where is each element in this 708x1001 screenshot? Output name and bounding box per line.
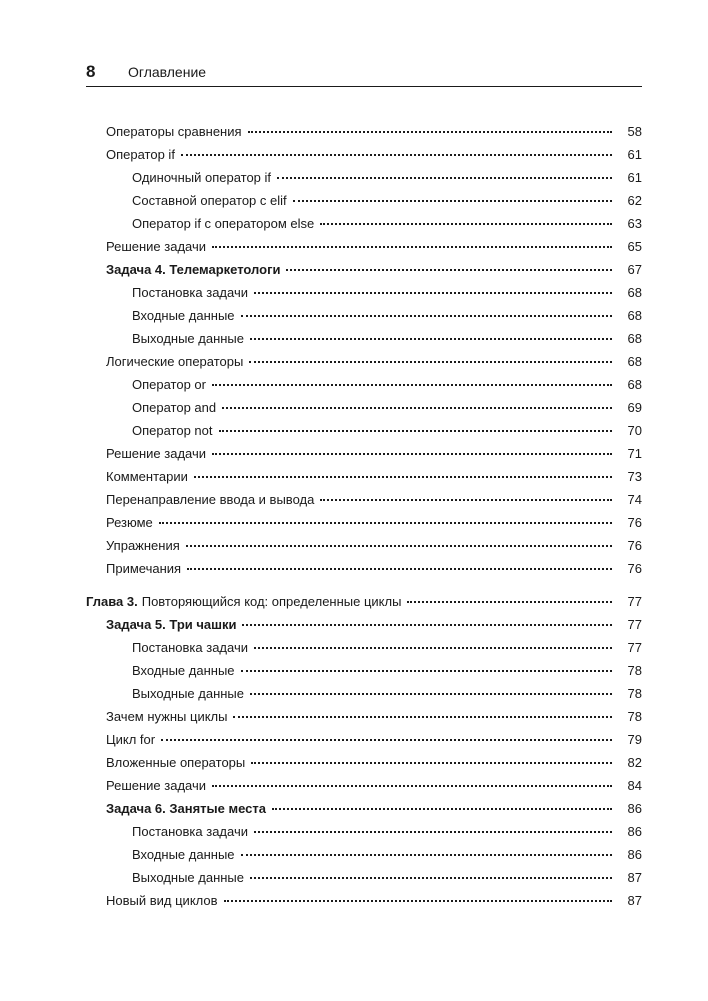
toc-entry-text: Оператор if [106,147,175,162]
toc-entry [86,442,642,465]
page-number: 8 [86,62,96,81]
toc-entry-title [106,557,181,580]
toc-entry-text: Постановка задачи [132,640,248,655]
dot-leader [286,269,612,271]
toc-entry-title [132,396,216,419]
toc-entry-text: Одиночный оператор if [132,170,272,185]
dot-leader [250,693,612,695]
dot-leader [212,453,612,455]
header-rule [86,86,642,87]
dot-leader [241,854,612,856]
toc-entry [86,659,642,682]
toc-entry-title [132,189,287,212]
toc-entry-page: 76 [627,538,642,553]
toc-entry-page: 77 [627,594,642,609]
dot-leader [242,624,612,626]
toc-entry-title [132,327,244,350]
toc-group [86,120,642,580]
toc-entry-page: 68 [627,308,642,323]
toc-entry-page: 86 [627,847,642,862]
toc-entry [86,327,642,350]
toc-entry-title [106,797,266,820]
dot-leader [250,338,612,340]
toc-entry [86,396,642,419]
toc-entry-page: 68 [627,377,642,392]
toc-entry [86,557,642,580]
toc-entry [86,751,642,774]
dot-leader [272,808,612,810]
toc-entry-text: Перенаправление ввода и вывода [106,492,315,507]
toc-entry-text: Упражнения [106,538,180,553]
dot-leader [233,716,612,718]
toc-entry-page: 68 [627,354,642,369]
toc-entry-text: Решение задачи [106,446,207,461]
toc-entry-text: Оператор and [132,400,217,415]
dot-leader [212,246,612,248]
toc-entry-page: 63 [627,216,642,231]
dot-leader [254,647,612,649]
toc-entry-title [106,751,245,774]
toc-entry-title [106,534,180,557]
toc-entry [86,258,642,281]
toc-entry [86,705,642,728]
toc-entry-text: Оператор if с оператором else [132,216,315,231]
toc-entry-title [132,212,314,235]
toc-entry-page: 82 [627,755,642,770]
toc-entry-title [132,166,271,189]
toc-entry [86,534,642,557]
toc-entry-page: 67 [627,262,642,277]
toc-entry-text: Решение задачи [106,239,207,254]
toc-group [86,590,642,912]
dot-leader [224,900,612,902]
toc-entry-text: Выходные данные [132,870,245,885]
toc-entry-page: 65 [627,239,642,254]
toc-entry [86,281,642,304]
dot-leader [320,499,612,501]
toc-entry-title [106,511,153,534]
toc-entry-page: 78 [627,709,642,724]
toc-entry-page: 73 [627,469,642,484]
toc-entry [86,682,642,705]
dot-leader [251,762,612,764]
dot-leader [254,292,612,294]
toc-entry [86,143,642,166]
toc-entry-title [106,143,175,166]
toc-entry-page: 68 [627,331,642,346]
toc-entry [86,820,642,843]
running-title: Оглавление [128,64,207,80]
dot-leader [241,315,612,317]
dot-leader [194,476,612,478]
toc-entry-text: Выходные данные [132,686,245,701]
toc-entry-page: 87 [627,893,642,908]
toc-entry [86,235,642,258]
toc-entry-title [106,120,242,143]
table-of-contents [86,120,642,912]
toc-entry [86,373,642,396]
toc-entry-title [106,465,188,488]
toc-entry [86,189,642,212]
toc-entry-page: 70 [627,423,642,438]
toc-entry-text: Задача 4. Телемаркетологи [106,262,281,277]
toc-entry-page: 71 [627,446,642,461]
toc-entry [86,166,642,189]
toc-entry-title [106,488,314,511]
toc-entry [86,728,642,751]
dot-leader [241,670,612,672]
toc-entry-title [106,235,206,258]
toc-entry-text: Цикл for [106,732,156,747]
toc-entry-title [132,281,248,304]
toc-entry [86,590,642,613]
toc-entry-text: Повторяющийся код: определенные циклы [141,594,402,609]
page-header [86,60,642,86]
toc-entry-text: Оператор or [132,377,206,392]
toc-entry [86,465,642,488]
toc-entry [86,212,642,235]
toc-entry [86,304,642,327]
toc-entry-text: Зачем нужны циклы [106,709,228,724]
toc-entry [86,866,642,889]
toc-entry-title [132,682,244,705]
toc-entry-title [106,728,155,751]
toc-entry-text: Входные данные [132,663,235,678]
toc-entry [86,350,642,373]
toc-entry-text: Вложенные операторы [106,755,246,770]
toc-entry-page: 87 [627,870,642,885]
toc-entry-title [106,350,243,373]
toc-entry-page: 76 [627,561,642,576]
toc-entry-text: Операторы сравнения [106,124,242,139]
toc-entry [86,636,642,659]
toc-entry-title [106,889,218,912]
toc-entry [86,120,642,143]
dot-leader [277,177,612,179]
toc-entry-text: Решение задачи [106,778,207,793]
toc-entry-page: 84 [627,778,642,793]
toc-entry-page: 68 [627,285,642,300]
toc-entry-text: Резюме [106,515,153,530]
toc-entry-page: 77 [627,617,642,632]
toc-entry-page: 61 [627,170,642,185]
dot-leader [222,407,612,409]
toc-entry-title [132,843,235,866]
toc-entry-page: 86 [627,801,642,816]
toc-entry-text: Выходные данные [132,331,245,346]
chapter-label: Глава 3. [86,594,138,609]
toc-entry-title [132,636,248,659]
toc-entry-text: Постановка задачи [132,285,248,300]
dot-leader [254,831,612,833]
toc-entry-text: Комментарии [106,469,188,484]
toc-entry-title [106,258,280,281]
toc-entry-page: 78 [627,663,642,678]
toc-entry-text: Примечания [106,561,182,576]
toc-entry-page: 61 [627,147,642,162]
toc-entry [86,419,642,442]
dot-leader [219,430,612,432]
toc-entry-title [132,373,206,396]
toc-entry-text: Оператор not [132,423,213,438]
toc-entry-text: Входные данные [132,308,235,323]
dot-leader [186,545,612,547]
toc-entry [86,488,642,511]
dot-leader [181,154,612,156]
dot-leader [212,785,612,787]
dot-leader [320,223,612,225]
dot-leader [212,384,612,386]
dot-leader [161,739,612,741]
toc-entry-title [106,705,227,728]
toc-entry [86,797,642,820]
toc-entry-page: 79 [627,732,642,747]
toc-entry-page: 78 [627,686,642,701]
dot-leader [407,601,612,603]
toc-entry-text: Задача 6. Занятые места [106,801,266,816]
toc-entry-title [106,613,236,636]
toc-entry-title [132,419,213,442]
dot-leader [250,877,612,879]
dot-leader [248,131,612,133]
dot-leader [187,568,612,570]
toc-entry-title [86,590,401,613]
toc-entry-page: 74 [627,492,642,507]
toc-entry [86,511,642,534]
dot-leader [159,522,612,524]
toc-entry-text: Входные данные [132,847,235,862]
toc-entry-page: 86 [627,824,642,839]
toc-entry-title [132,304,235,327]
toc-entry-title [132,820,248,843]
toc-entry-page: 69 [627,400,642,415]
toc-entry-text: Логические операторы [106,354,244,369]
toc-entry [86,843,642,866]
toc-entry-title [132,866,244,889]
dot-leader [293,200,612,202]
toc-entry-title [106,774,206,797]
toc-entry [86,774,642,797]
toc-entry-page: 76 [627,515,642,530]
dot-leader [249,361,612,363]
toc-entry-page: 62 [627,193,642,208]
toc-entry-page: 77 [627,640,642,655]
toc-entry-title [132,659,235,682]
toc-entry-text: Новый вид циклов [106,893,218,908]
toc-entry [86,889,642,912]
toc-entry-text: Составной оператор с elif [132,193,287,208]
toc-entry-text: Задача 5. Три чашки [106,617,237,632]
toc-entry [86,613,642,636]
toc-entry-title [106,442,206,465]
toc-entry-page: 58 [627,124,642,139]
toc-entry-text: Постановка задачи [132,824,248,839]
